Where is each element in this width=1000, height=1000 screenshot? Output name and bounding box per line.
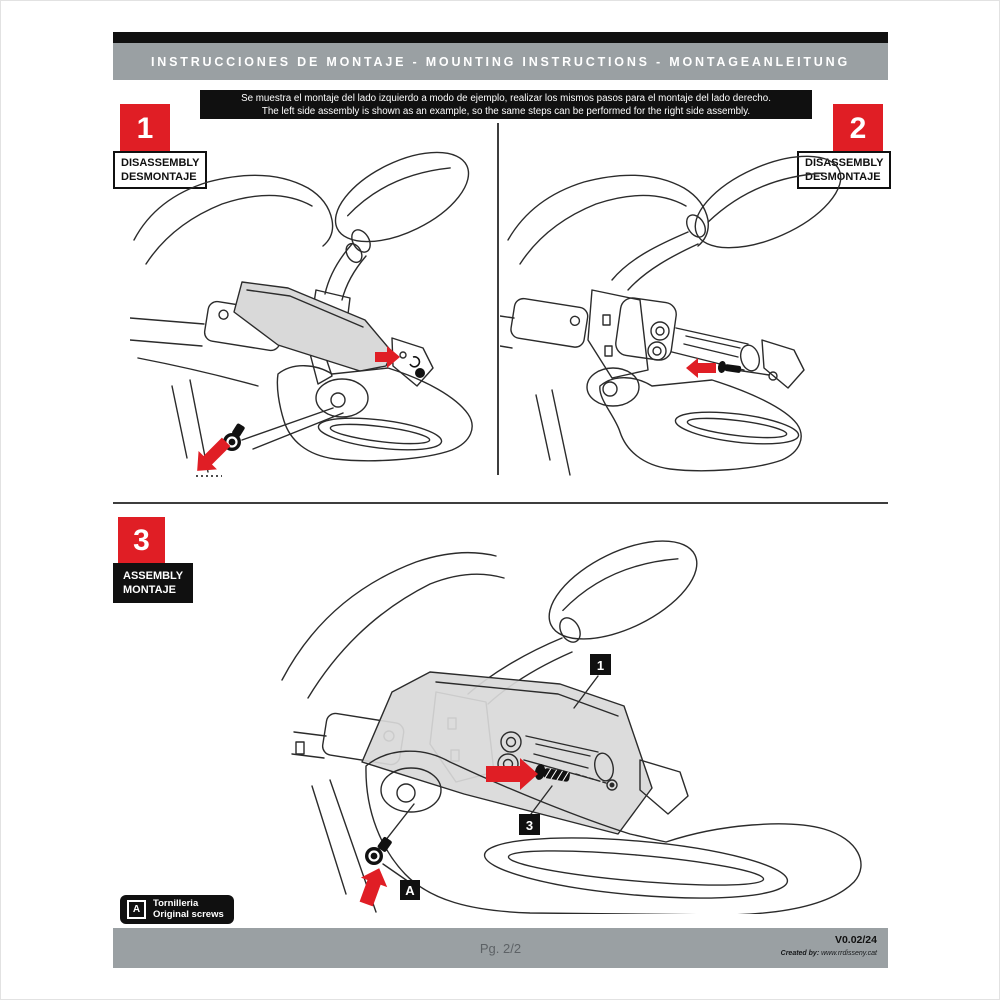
callout-part-1 (590, 654, 611, 675)
mirror-stem-collar (556, 614, 585, 646)
credit-url: www.rrdisseny.cat (821, 950, 877, 957)
mirror-stem (612, 232, 688, 280)
original-screw-icon (365, 836, 393, 865)
handlebar-lines (500, 316, 514, 318)
bodywork-outline (508, 175, 708, 246)
page-title: INSTRUCCIONES DE MONTAJE - MOUNTING INSTRUCTIONS - MONTAGEANLEITUNG (151, 54, 850, 69)
credit-line (781, 950, 877, 957)
step-1-label-en: DISASSEMBLY (121, 157, 200, 169)
bodywork-outline (134, 175, 333, 246)
version-label: V0.02/24 (834, 934, 877, 946)
notice-bar (200, 90, 812, 119)
mirror-icon (322, 140, 482, 260)
step-3-label-es: MONTAJE (123, 584, 176, 596)
handguard-slot (482, 828, 790, 908)
callout-screw-a (400, 880, 420, 900)
footer-bar (113, 928, 888, 968)
guard-bracket (762, 340, 804, 388)
callout-a-text: A (405, 883, 415, 898)
step-3-label (113, 563, 193, 603)
header-black-strip (113, 32, 888, 43)
panel-divider-horizontal (113, 502, 888, 504)
handguard-slot (674, 407, 800, 450)
handguard-slot (317, 413, 443, 456)
notice-line-es: Se muestra el montaje del lado izquierdo a modo de ejemplo, realizar los mismos pasos para el montaje del lado derecho. (241, 92, 771, 104)
credit-label: Created by: (780, 950, 820, 957)
page-number: Pg. 2/2 (479, 940, 522, 956)
step-3-label-en: ASSEMBLY (123, 570, 184, 582)
diagram-step-2-disassembly (500, 140, 880, 480)
wind-deflector (234, 282, 392, 371)
panel-divider-vertical (497, 123, 499, 475)
handguard (277, 366, 472, 461)
step-2-label-es: DESMONTAJE (805, 171, 881, 183)
original-screws-legend (120, 895, 234, 924)
insert-arrow-up-icon (353, 863, 392, 908)
callout-3-text: 3 (525, 818, 534, 833)
step-2-number: 2 (849, 112, 867, 145)
legend-line-en: Original screws (153, 908, 224, 920)
step-3-number-badge (118, 517, 165, 564)
notice-line-en: The left side assembly is shown as an example, so the same steps can be performed for the right side assembly. (261, 105, 751, 117)
mirror-mount (588, 290, 648, 378)
legend-line-es: Tornilleria (153, 898, 199, 909)
callout-a-leader (383, 864, 409, 882)
step-1-label-es: DESMONTAJE (121, 171, 197, 183)
screw-icon (410, 357, 425, 378)
remove-arrow-left-icon (686, 358, 716, 378)
callout-1-text: 1 (596, 658, 605, 673)
wind-deflector (362, 672, 652, 834)
brake-lever (138, 358, 258, 386)
pivot-boss (587, 368, 639, 406)
bodywork-outline (282, 553, 496, 680)
step-2-label-en: DISASSEMBLY (805, 157, 884, 169)
header-title-bar (113, 43, 888, 80)
diagram-step-1-disassembly (130, 140, 490, 480)
screw-bolt-icon (717, 361, 741, 376)
guard-bracket (392, 338, 433, 386)
step-3-number: 3 (133, 523, 150, 557)
fork-lines (552, 390, 570, 475)
handguard (600, 378, 801, 471)
step-1-number: 1 (136, 112, 154, 145)
callout-screw-3 (519, 814, 540, 835)
diagram-step-3-assembly (268, 522, 880, 914)
handlebar-lines (130, 318, 204, 324)
legend-a-icon: A (127, 900, 146, 919)
mirror-icon (682, 140, 854, 267)
mirror-stem (325, 244, 352, 294)
handlebar-lines (294, 732, 326, 736)
brake-reservoir (510, 297, 589, 348)
